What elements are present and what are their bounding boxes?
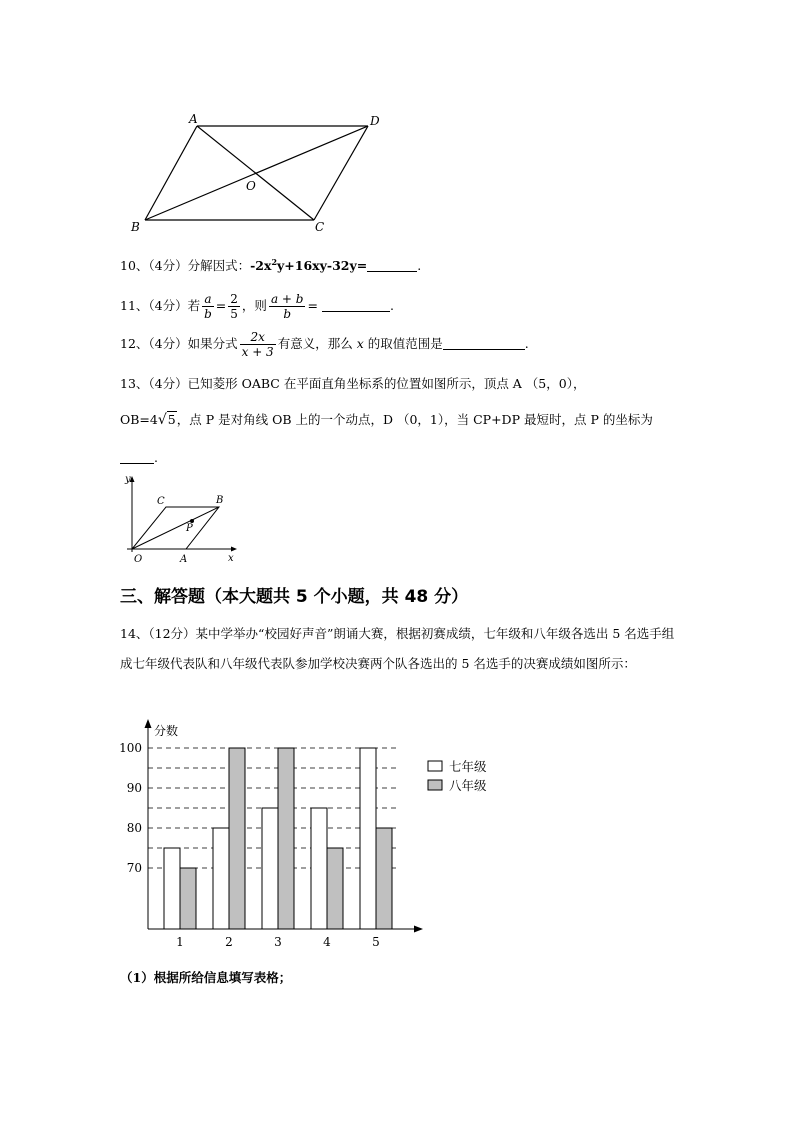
question-10: 10、（4分）分解因式：$-2x^2y+16xy-32y=$ . [120, 256, 422, 273]
label-p: P [186, 523, 193, 534]
rhombus-figure [115, 470, 245, 570]
x-axis-arrow [414, 926, 423, 933]
question-12: 12、（4分）如果分式 $\frac{2x}{x + 3}$ 有意义，那么 x 的取值范围是 . [120, 330, 529, 359]
y-tick-100: 100 [119, 741, 142, 755]
label-c: C [157, 496, 165, 507]
x-tick-2: 2 [225, 935, 233, 949]
answer-blank-12[interactable] [443, 337, 525, 350]
label-a: A [189, 112, 198, 126]
fraction-a-over-b: $\frac{a}{b}$ [204, 292, 212, 321]
bar-grade8-3 [278, 748, 294, 929]
edge-ab [145, 126, 197, 220]
bar-grade8-2 [229, 748, 245, 929]
x-tick-3: 3 [274, 935, 282, 949]
label-b: B [131, 220, 140, 234]
question-13-line3: . [120, 450, 158, 465]
diagonal-ob [132, 507, 219, 549]
fraction-apb-over-b: $\frac{a + b}{b}$ [270, 292, 304, 321]
bar-grade7-2 [213, 828, 229, 929]
bar-grade7-5 [360, 748, 376, 929]
y-axis-label: 分数 [154, 724, 179, 738]
fraction-2-over-5: $\frac{2}{5}$ [230, 292, 238, 321]
question-13-line1: 13、（4分）已知菱形 OABC 在平面直角坐标系的位置如图所示，顶点 A （5，0）， [120, 376, 586, 391]
diagonal-bd [145, 126, 368, 220]
bar-grade8-4 [327, 848, 343, 929]
y-tick-90: 90 [126, 781, 142, 795]
fraction-2x-over-x-plus-3: $\frac{2x}{x + 3}$ [241, 330, 274, 359]
label-b: B [216, 495, 224, 506]
question-13-line2: OB=4√5，点 P 是对角线 OB 上的一个动点，D （0，1），当 CP+DP 最短时，点 P 的坐标为 [120, 412, 653, 428]
y-tick-70: 70 [126, 861, 142, 875]
legend-swatch-grade7 [428, 761, 442, 771]
label-o: O [134, 554, 143, 565]
label-c: C [315, 220, 325, 234]
bar-grade7-3 [262, 808, 278, 929]
x-tick-1: 1 [176, 935, 184, 949]
section-heading: 三、解答题（本大题共 5 个小题，共 48 分） [120, 587, 469, 607]
score-bar-chart [110, 715, 530, 955]
edge-cd [314, 126, 368, 220]
label-a: A [180, 554, 188, 565]
label-o: O [246, 179, 256, 193]
x-tick-5: 5 [372, 935, 380, 949]
legend-label-grade8: 八年级 [449, 778, 487, 793]
sqrt-symbol: √ [157, 412, 167, 428]
y-axis-arrow [145, 719, 152, 728]
answer-blank-11[interactable] [322, 299, 390, 312]
y-tick-80: 80 [126, 821, 142, 835]
legend-swatch-grade8 [428, 780, 442, 790]
bar-grade7-4 [311, 808, 327, 929]
question-14-text: 14、（12分）某中学举办“校园好声音”朗诵大赛，根据初赛成绩，七年级和八年级各选出 5 名选手组成七年级代表队和八年级代表队参加学校决赛两个队各选出的 5 名选手的决赛成绩如图所示： [120, 626, 675, 671]
label-d: D [370, 114, 380, 128]
label-y: y [125, 474, 131, 485]
question-14-part-1: （1）根据所给信息填写表格； [120, 970, 292, 985]
answer-blank-13[interactable] [120, 451, 154, 464]
question-11: 11、（4分）若 $\frac{a}{b}$ = $\frac{2}{5}$ ，则 $\frac{a + b}{b}$ = . [120, 292, 394, 321]
x-tick-4: 4 [323, 935, 331, 949]
x-axis-arrow [231, 547, 237, 552]
parallelogram-figure [125, 105, 395, 240]
legend-label-grade7: 七年级 [449, 759, 487, 774]
bar-grade7-1 [164, 848, 180, 929]
bar-grade8-5 [376, 828, 392, 929]
label-x: x [228, 553, 234, 564]
bar-grade8-1 [180, 868, 196, 929]
answer-blank-10[interactable] [367, 259, 417, 272]
